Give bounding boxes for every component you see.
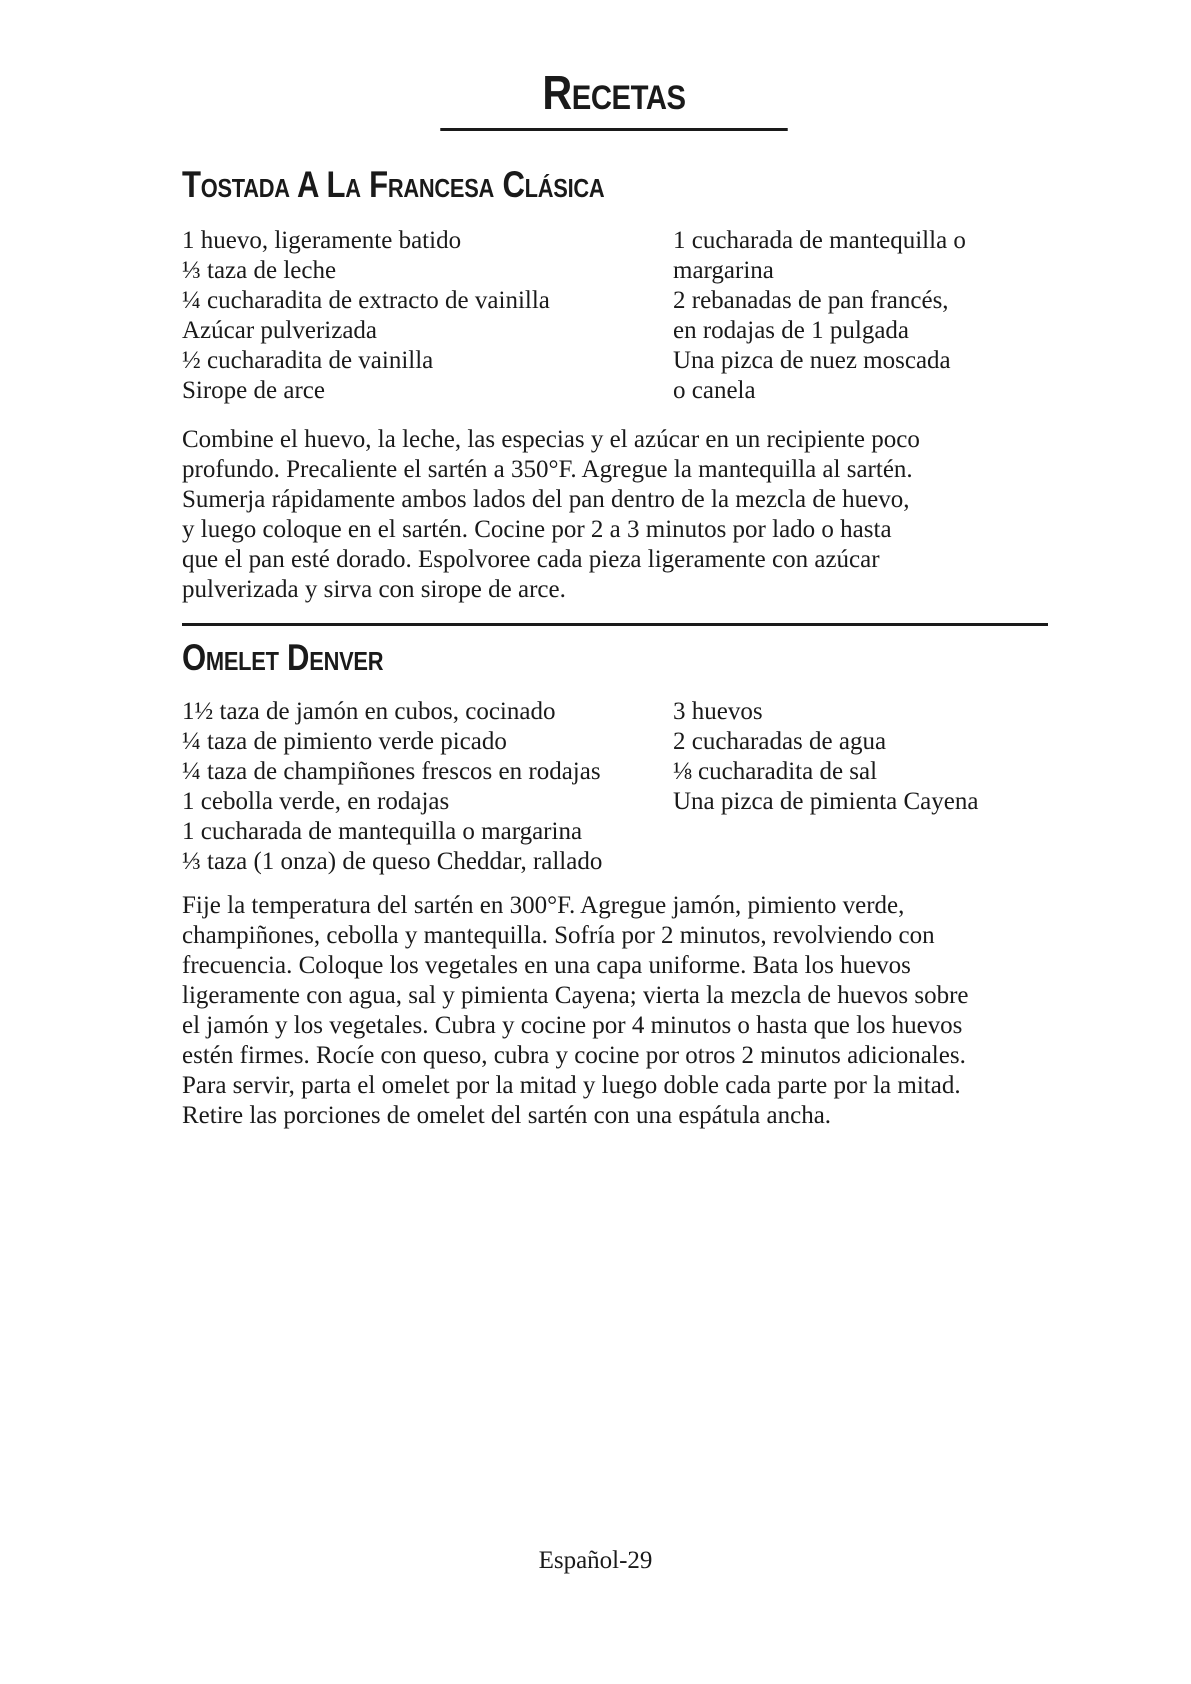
ingredients-left-column: [182, 697, 602, 877]
ingredient-item: 1 huevo, ligeramente batido: [182, 227, 462, 254]
ingredients-right-column: [673, 226, 966, 406]
ingredient-item: ¼ cucharadita de extracto de vainilla: [182, 287, 550, 314]
ingredient-item: o canela: [673, 377, 756, 404]
method-line: profundo. Precaliente el sartén a 350°F. Agregue la mantequilla al sartén.: [182, 456, 913, 483]
recipe-method: [182, 425, 1052, 605]
ingredient-item: 2 cucharadas de agua: [673, 728, 887, 755]
method-line: Retire las porciones de omelet del sartén con una espátula ancha.: [182, 1102, 832, 1129]
method-line: ligeramente con agua, sal y pimienta Cayena; vierta la mezcla de huevos sobre: [182, 982, 969, 1009]
method-line: que el pan esté dorado. Espolvoree cada pieza ligeramente con azúcar: [182, 546, 880, 573]
recipe-title: Tostada A La Francesa Clásica: [182, 164, 605, 205]
ingredient-item: 1 cucharada de mantequilla o margarina: [182, 818, 583, 845]
ingredient-item: margarina: [673, 257, 774, 284]
ingredients-left-column: [182, 226, 550, 406]
method-line: estén firmes. Rocíe con queso, cubra y cocine por otros 2 minutos adicionales.: [182, 1042, 966, 1069]
method-line: Para servir, parta el omelet por la mitad y luego doble cada parte por la mitad.: [182, 1072, 961, 1099]
ingredient-item: ⅛ cucharadita de sal: [673, 758, 878, 785]
ingredient-item: ¼ taza de champiñones frescos en rodajas: [182, 758, 601, 785]
method-line: Sumerja rápidamente ambos lados del pan dentro de la mezcla de huevo,: [182, 486, 910, 513]
ingredient-item: Una pizca de pimienta Cayena: [673, 788, 979, 815]
ingredient-item: Azúcar pulverizada: [182, 317, 378, 344]
ingredient-item: ⅓ taza de leche: [182, 257, 337, 284]
ingredient-item: en rodajas de 1 pulgada: [673, 317, 910, 344]
ingredient-item: Sirope de arce: [182, 377, 325, 404]
ingredients-right-column: [673, 697, 978, 817]
method-line: y luego coloque en el sartén. Cocine por 2 a 3 minutos por lado o hasta: [182, 516, 892, 543]
ingredient-item: Una pizca de nuez moscada: [673, 347, 951, 374]
ingredient-item: 1½ taza de jamón en cubos, cocinado: [182, 698, 556, 725]
method-line: champiñones, cebolla y mantequilla. Sofría por 2 minutos, revolviendo con: [182, 922, 935, 949]
ingredient-item: ⅓ taza (1 onza) de queso Cheddar, rallado: [182, 848, 603, 875]
ingredient-item: 1 cebolla verde, en rodajas: [182, 788, 450, 815]
section-divider: [182, 623, 1048, 626]
method-line: Fije la temperatura del sartén en 300°F. Agregue jamón, pimiento verde,: [182, 892, 905, 919]
method-line: frecuencia. Coloque los vegetales en una capa uniforme. Bata los huevos: [182, 952, 911, 979]
page-number: Español-29: [538, 1547, 653, 1574]
method-line: pulverizada y sirva con sirope de arce.: [182, 576, 566, 603]
method-line: Combine el huevo, la leche, las especias y el azúcar en un recipiente poco: [182, 426, 920, 453]
page-title: Recetas: [440, 60, 787, 131]
recipe-title: Omelet Denver: [182, 637, 384, 678]
ingredient-item: 1 cucharada de mantequilla o: [673, 227, 966, 254]
ingredient-item: ½ cucharadita de vainilla: [182, 347, 434, 374]
ingredient-item: ¼ taza de pimiento verde picado: [182, 728, 507, 755]
method-line: el jamón y los vegetales. Cubra y cocine por 4 minutos o hasta que los huevos: [182, 1012, 963, 1039]
ingredient-item: 3 huevos: [673, 698, 763, 725]
ingredient-item: 2 rebanadas de pan francés,: [673, 287, 949, 314]
recipe-method: [182, 891, 1052, 1131]
